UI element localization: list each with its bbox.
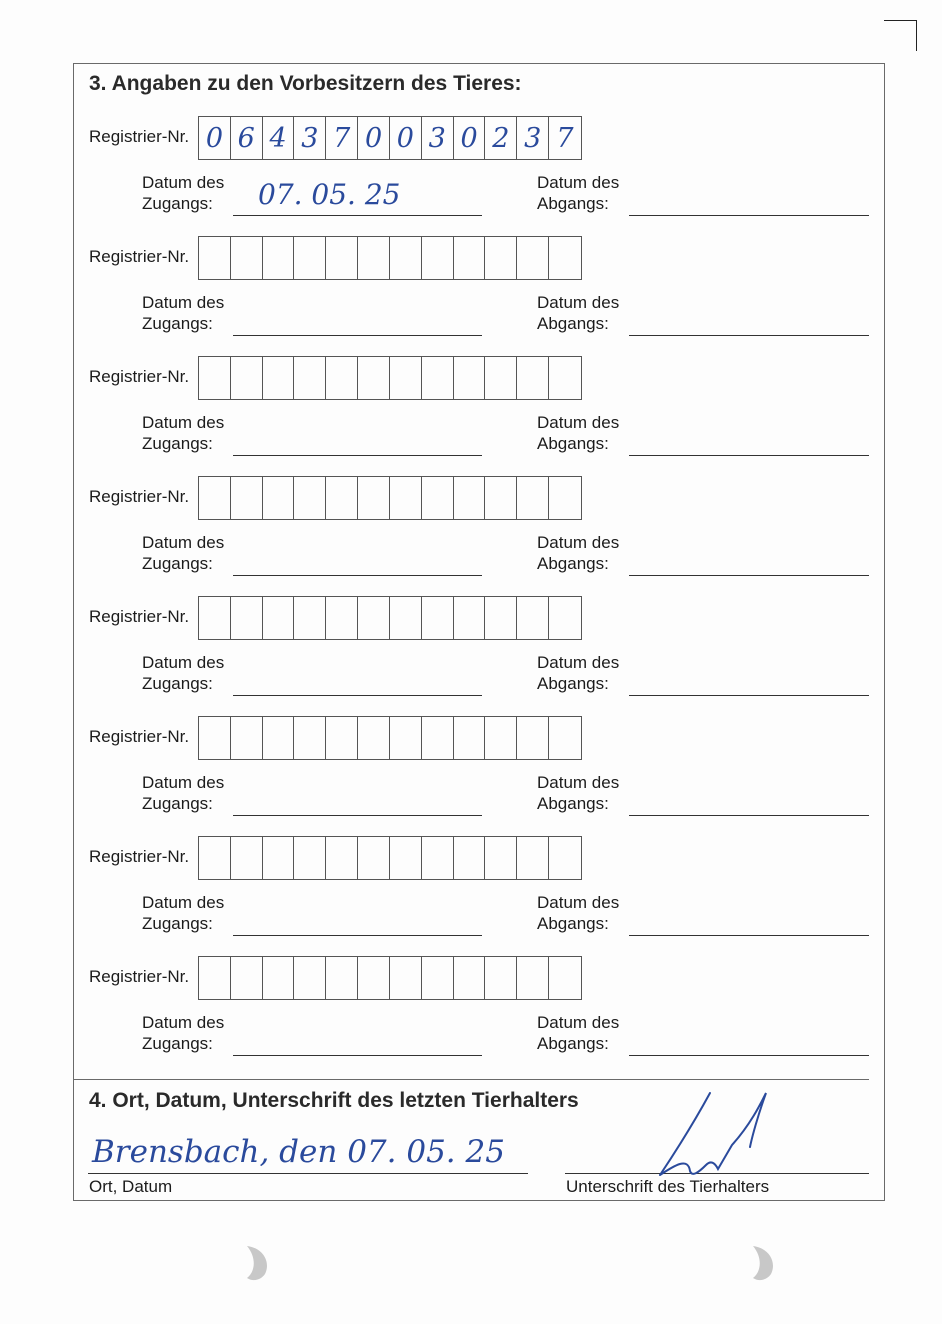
registration-number-grid[interactable] xyxy=(198,956,582,1000)
registration-digit-box[interactable] xyxy=(231,837,263,879)
registration-digit-box[interactable] xyxy=(358,357,390,399)
signature-label: Unterschrift des Tierhalters xyxy=(566,1177,770,1196)
date-in-label-line2: Zugangs: xyxy=(142,194,213,213)
date-in-field[interactable] xyxy=(233,335,482,336)
registration-digit-box[interactable] xyxy=(390,477,422,519)
registration-digit-box[interactable] xyxy=(199,717,231,759)
date-out-label xyxy=(537,412,619,454)
date-out-label-line2: Abgangs: xyxy=(537,794,609,813)
section-divider xyxy=(73,1079,869,1080)
registration-label: Registrier-Nr. xyxy=(89,607,190,626)
date-out-label-line1: Datum des xyxy=(537,893,620,912)
registration-digit-box[interactable] xyxy=(517,717,549,759)
date-in-label-line1: Datum des xyxy=(142,413,225,432)
registration-digit-box[interactable]: 0 xyxy=(390,117,422,159)
registration-digit-box[interactable] xyxy=(390,837,422,879)
registration-digit-box[interactable] xyxy=(485,837,517,879)
place-date-handwriting: Brensbach, den 07. 05. 25 xyxy=(92,1134,505,1170)
registration-digit-box[interactable] xyxy=(454,837,486,879)
registration-digit-box[interactable] xyxy=(390,597,422,639)
registration-digit-box[interactable] xyxy=(231,717,263,759)
registration-label: Registrier-Nr. xyxy=(89,487,190,506)
registration-digit-box[interactable] xyxy=(294,957,326,999)
date-in-value: 07. 05. 25 xyxy=(258,178,401,211)
registration-digit-box[interactable] xyxy=(199,477,231,519)
registration-digit-box[interactable] xyxy=(263,237,295,279)
registration-digit-box[interactable] xyxy=(422,957,454,999)
place-date-label: Ort, Datum xyxy=(89,1177,173,1196)
registration-label: Registrier-Nr. xyxy=(89,247,190,266)
registration-digit-box[interactable] xyxy=(454,597,486,639)
registration-digit-box[interactable] xyxy=(294,237,326,279)
registration-digit-box[interactable]: 3 xyxy=(517,117,549,159)
registration-digit-box[interactable] xyxy=(422,597,454,639)
registration-digit-box[interactable]: 0 xyxy=(358,117,390,159)
registration-digit-box[interactable] xyxy=(199,837,231,879)
registration-digit-box[interactable] xyxy=(454,717,486,759)
registration-digit-box[interactable] xyxy=(358,237,390,279)
registration-digit-box[interactable] xyxy=(358,957,390,999)
date-in-field[interactable] xyxy=(233,935,482,936)
registration-digit-box[interactable] xyxy=(390,237,422,279)
registration-digit-box[interactable] xyxy=(263,957,295,999)
registration-digit-box[interactable] xyxy=(485,357,517,399)
section-4-heading: 4. Ort, Datum, Unterschrift des letzten Tierhalters xyxy=(89,1089,579,1112)
date-in-label-line2: Zugangs: xyxy=(142,674,213,693)
registration-digit-box[interactable] xyxy=(485,717,517,759)
registration-digit-box[interactable] xyxy=(549,357,581,399)
registration-digit-box[interactable] xyxy=(485,597,517,639)
date-in-label-line2: Zugangs: xyxy=(142,314,213,333)
registration-digit-box[interactable] xyxy=(294,837,326,879)
date-in-label-line1: Datum des xyxy=(142,893,225,912)
date-out-label xyxy=(537,892,619,934)
date-in-label xyxy=(142,892,224,934)
date-out-label xyxy=(537,172,619,214)
registration-digit-box[interactable] xyxy=(390,357,422,399)
date-in-field[interactable] xyxy=(233,1055,482,1056)
signature-drawing xyxy=(620,1085,800,1190)
date-in-field[interactable] xyxy=(233,575,482,576)
date-out-label-line2: Abgangs: xyxy=(537,194,609,213)
date-out-field[interactable] xyxy=(629,335,869,336)
registration-digit-box[interactable] xyxy=(454,357,486,399)
registration-digit-box[interactable] xyxy=(294,717,326,759)
registration-digit-box[interactable] xyxy=(326,477,358,519)
registration-digit-box[interactable] xyxy=(422,237,454,279)
date-out-label-line1: Datum des xyxy=(537,1013,620,1032)
registration-label: Registrier-Nr. xyxy=(89,367,190,386)
registration-digit-box[interactable] xyxy=(422,477,454,519)
section-3-heading: 3. Angaben zu den Vorbesitzern des Tieres: xyxy=(89,72,522,95)
registration-digit-box[interactable]: 2 xyxy=(485,117,517,159)
registration-digit-box[interactable] xyxy=(199,957,231,999)
registration-number-grid[interactable] xyxy=(198,356,582,400)
registration-label: Registrier-Nr. xyxy=(89,727,190,746)
registration-digit-box[interactable] xyxy=(485,957,517,999)
date-out-field[interactable] xyxy=(629,1055,869,1056)
registration-digit-box[interactable] xyxy=(454,957,486,999)
punch-hole-left xyxy=(225,1240,275,1284)
date-out-field[interactable] xyxy=(629,455,869,456)
registration-digit-box[interactable] xyxy=(422,837,454,879)
date-out-label-line1: Datum des xyxy=(537,293,620,312)
registration-digit-box[interactable] xyxy=(517,237,549,279)
registration-digit-box[interactable] xyxy=(231,357,263,399)
registration-digit-box[interactable] xyxy=(549,597,581,639)
date-in-label xyxy=(142,772,224,814)
registration-digit-box[interactable] xyxy=(199,237,231,279)
registration-digit-box[interactable] xyxy=(294,357,326,399)
date-in-label-line1: Datum des xyxy=(142,653,225,672)
registration-number-grid[interactable] xyxy=(198,116,582,160)
registration-digit-box[interactable] xyxy=(485,477,517,519)
date-out-field[interactable] xyxy=(629,575,869,576)
registration-digit-box[interactable] xyxy=(358,837,390,879)
registration-digit-box[interactable] xyxy=(263,477,295,519)
date-out-label-line1: Datum des xyxy=(537,413,620,432)
date-in-field[interactable] xyxy=(233,815,482,816)
registration-digit-box[interactable] xyxy=(517,357,549,399)
registration-number-grid[interactable] xyxy=(198,836,582,880)
registration-label: Registrier-Nr. xyxy=(89,967,190,986)
date-in-label-line1: Datum des xyxy=(142,1013,225,1032)
registration-digit-box[interactable] xyxy=(485,237,517,279)
date-in-field[interactable] xyxy=(233,455,482,456)
registration-number-grid[interactable] xyxy=(198,476,582,520)
registration-digit-box[interactable] xyxy=(358,597,390,639)
date-out-field[interactable] xyxy=(629,215,869,216)
date-out-label-line1: Datum des xyxy=(537,653,620,672)
registration-digit-box[interactable]: 7 xyxy=(326,117,358,159)
punch-hole-right xyxy=(735,1240,785,1284)
registration-digit-box[interactable]: 4 xyxy=(263,117,295,159)
registration-digit-box[interactable] xyxy=(422,717,454,759)
date-out-label xyxy=(537,652,619,694)
date-out-label xyxy=(537,772,619,814)
registration-digit-box[interactable] xyxy=(326,237,358,279)
registration-digit-box[interactable] xyxy=(231,237,263,279)
date-in-label xyxy=(142,532,224,574)
date-out-label xyxy=(537,532,619,574)
date-in-label-line1: Datum des xyxy=(142,293,225,312)
registration-digit-box[interactable] xyxy=(326,357,358,399)
registration-digit-box[interactable] xyxy=(517,597,549,639)
date-in-label-line1: Datum des xyxy=(142,773,225,792)
date-in-label xyxy=(142,172,224,214)
registration-digit-box[interactable] xyxy=(199,597,231,639)
registration-digit-box[interactable] xyxy=(263,837,295,879)
date-out-label-line2: Abgangs: xyxy=(537,674,609,693)
date-in-label xyxy=(142,412,224,454)
date-out-label xyxy=(537,1012,619,1054)
registration-digit-box[interactable] xyxy=(358,717,390,759)
registration-label: Registrier-Nr. xyxy=(89,127,190,146)
registration-digit-box[interactable] xyxy=(326,837,358,879)
date-in-label-line2: Zugangs: xyxy=(142,1034,213,1053)
date-in-label-line2: Zugangs: xyxy=(142,434,213,453)
date-out-label-line2: Abgangs: xyxy=(537,314,609,333)
registration-digit-box[interactable]: 3 xyxy=(422,117,454,159)
corner-mark xyxy=(884,20,917,51)
registration-digit-box[interactable] xyxy=(326,957,358,999)
registration-digit-box[interactable] xyxy=(263,717,295,759)
date-out-field[interactable] xyxy=(629,815,869,816)
date-out-label-line1: Datum des xyxy=(537,773,620,792)
date-out-label-line2: Abgangs: xyxy=(537,1034,609,1053)
date-in-field[interactable] xyxy=(233,695,482,696)
registration-digit-box[interactable] xyxy=(454,477,486,519)
registration-digit-box[interactable] xyxy=(517,477,549,519)
registration-digit-box[interactable] xyxy=(263,597,295,639)
registration-digit-box[interactable] xyxy=(199,357,231,399)
registration-digit-box[interactable]: 3 xyxy=(294,117,326,159)
registration-digit-box[interactable] xyxy=(326,717,358,759)
date-out-field[interactable] xyxy=(629,935,869,936)
registration-digit-box[interactable]: 6 xyxy=(231,117,263,159)
date-out-label-line2: Abgangs: xyxy=(537,434,609,453)
registration-digit-box[interactable] xyxy=(422,357,454,399)
registration-digit-box[interactable] xyxy=(231,597,263,639)
date-out-label-line2: Abgangs: xyxy=(537,554,609,573)
date-out-label xyxy=(537,292,619,334)
date-in-label xyxy=(142,1012,224,1054)
registration-digit-box[interactable] xyxy=(517,837,549,879)
registration-digit-box[interactable] xyxy=(326,597,358,639)
date-in-label-line2: Zugangs: xyxy=(142,914,213,933)
registration-number-grid[interactable] xyxy=(198,236,582,280)
registration-digit-box[interactable] xyxy=(549,477,581,519)
registration-digit-box[interactable] xyxy=(231,477,263,519)
date-out-label-line2: Abgangs: xyxy=(537,914,609,933)
registration-digit-box[interactable] xyxy=(549,837,581,879)
registration-number-grid[interactable] xyxy=(198,596,582,640)
date-in-label xyxy=(142,652,224,694)
registration-digit-box[interactable] xyxy=(263,357,295,399)
registration-digit-box[interactable] xyxy=(549,957,581,999)
registration-digit-box[interactable] xyxy=(454,237,486,279)
date-in-label xyxy=(142,292,224,334)
date-out-label-line1: Datum des xyxy=(537,533,620,552)
registration-digit-box[interactable] xyxy=(390,717,422,759)
registration-digit-box[interactable] xyxy=(231,957,263,999)
registration-digit-box[interactable] xyxy=(517,957,549,999)
registration-digit-box[interactable] xyxy=(358,477,390,519)
date-out-field[interactable] xyxy=(629,695,869,696)
date-out-label-line1: Datum des xyxy=(537,173,620,192)
registration-digit-box[interactable] xyxy=(294,477,326,519)
registration-digit-box[interactable]: 0 xyxy=(454,117,486,159)
date-in-label-line1: Datum des xyxy=(142,173,225,192)
registration-digit-box[interactable] xyxy=(294,597,326,639)
date-in-label-line2: Zugangs: xyxy=(142,554,213,573)
date-in-label-line1: Datum des xyxy=(142,533,225,552)
place-date-line xyxy=(88,1173,528,1174)
registration-label: Registrier-Nr. xyxy=(89,847,190,866)
date-in-field[interactable] xyxy=(233,215,482,216)
registration-digit-box[interactable]: 7 xyxy=(556,122,574,154)
registration-number-grid[interactable] xyxy=(198,716,582,760)
registration-digit-box[interactable]: 0 xyxy=(199,117,231,159)
registration-digit-box[interactable] xyxy=(549,237,581,279)
registration-digit-box[interactable] xyxy=(390,957,422,999)
registration-digit-box[interactable] xyxy=(549,717,581,759)
date-in-label-line2: Zugangs: xyxy=(142,794,213,813)
